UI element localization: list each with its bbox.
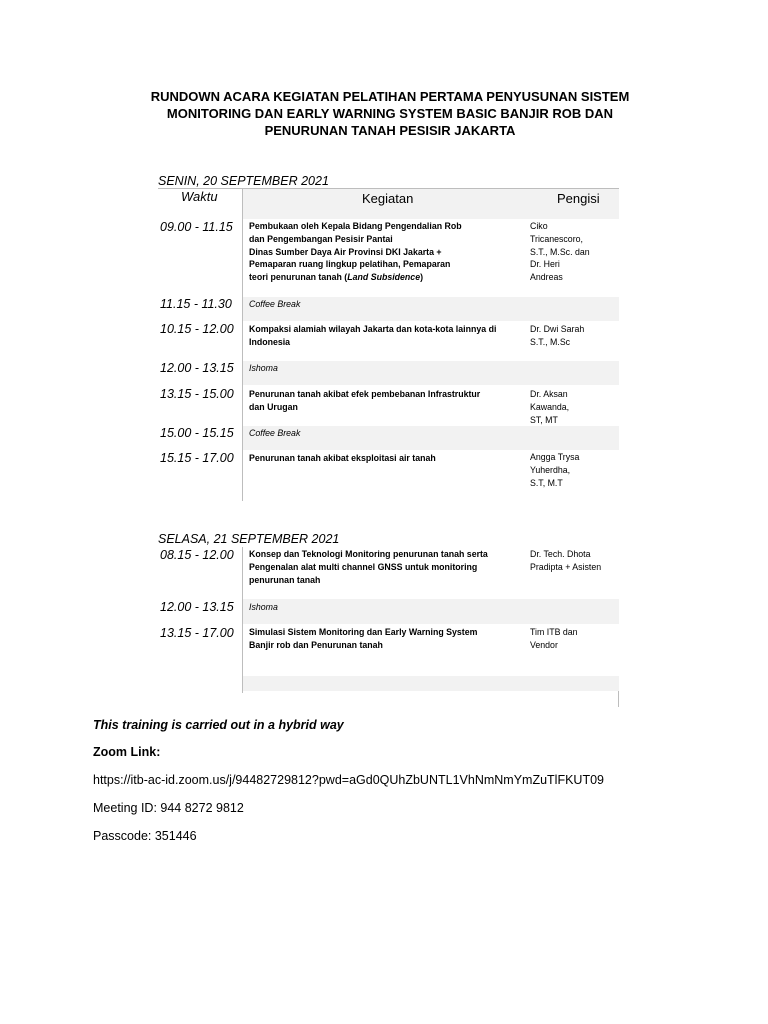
speaker-line: Dr. Dwi Sarah xyxy=(530,324,585,334)
zoom-link-label: Zoom Link: xyxy=(93,745,161,759)
activity-line: Pemaparan ruang lingkup pelatihan, Pemaparan xyxy=(249,259,451,270)
activity-line: Penurunan tanah akibat efek pembebanan Infrastruktur xyxy=(249,389,481,399)
activity-line: Pembukaan oleh Kepala Bidang Pengendalian Rob xyxy=(249,221,462,231)
session-time: 13.15 - 15.00 xyxy=(160,387,234,401)
speaker-line: Dr. Heri xyxy=(530,259,560,270)
column-header-kegiatan: Kegiatan xyxy=(362,191,414,206)
speaker-line: Tim ITB dan xyxy=(530,627,578,637)
session-time: 11.15 - 11.30 xyxy=(160,297,232,311)
session-activity xyxy=(249,323,529,349)
session-speaker xyxy=(530,451,618,489)
session-speaker xyxy=(530,548,618,574)
speaker-line: Dr. Tech. Dhota xyxy=(530,549,591,559)
activity-text: ) xyxy=(420,272,424,283)
session-activity xyxy=(249,601,529,614)
session-activity xyxy=(249,362,529,375)
session-time: 12.00 - 13.15 xyxy=(160,361,234,375)
row-band xyxy=(243,676,619,691)
session-speaker xyxy=(530,220,618,284)
title-line: PENURUNAN TANAH PESISIR JAKARTA xyxy=(264,123,516,138)
speaker-line: Yuherdha, xyxy=(530,464,571,475)
session-activity xyxy=(249,388,529,414)
activity-line: Banjir rob dan Penurunan tanah xyxy=(249,639,383,650)
activity-line: Ishoma xyxy=(249,363,278,373)
activity-line: dan Pengembangan Pesisir Pantai xyxy=(249,233,393,244)
speaker-line: Ciko xyxy=(530,221,548,231)
speaker-line: Vendor xyxy=(530,639,558,650)
activity-line: Konsep dan Teknologi Monitoring penurunan tanah serta xyxy=(249,549,488,559)
day-label-selasa: SELASA, 21 SEPTEMBER 2021 xyxy=(158,532,340,546)
table-divider xyxy=(242,547,243,693)
session-activity xyxy=(249,626,529,652)
speaker-line: S.T, M.T xyxy=(530,477,563,488)
activity-line: Simulasi Sistem Monitoring dan Early Warning System xyxy=(249,627,478,637)
activity-line: Pengenalan alat multi channel GNSS untuk monitoring xyxy=(249,561,478,572)
title-line: RUNDOWN ACARA KEGIATAN PELATIHAN PERTAMA PENYUSUNAN SISTEM xyxy=(150,89,630,104)
session-time: 09.00 - 11.15 xyxy=(160,220,233,234)
session-time: 15.00 - 15.15 xyxy=(160,426,234,440)
table-divider xyxy=(618,691,619,707)
passcode: Passcode: 351446 xyxy=(93,829,197,843)
activity-line: dan Urugan xyxy=(249,401,298,412)
zoom-link-url[interactable]: https://itb-ac-id.zoom.us/j/94482729812?pwd=aGd0QUhZbUNTL1VhNmNmYmZuTlFKUT09 xyxy=(93,773,604,787)
activity-line: Coffee Break xyxy=(249,428,301,438)
activity-line: Kompaksi alamiah wilayah Jakarta dan kota-kota lainnya di xyxy=(249,324,497,334)
activity-line xyxy=(249,271,529,284)
session-speaker xyxy=(530,388,618,426)
activity-line: Dinas Sumber Daya Air Provinsi DKI Jakarta + xyxy=(249,246,442,257)
speaker-line: Andreas xyxy=(530,272,563,283)
meeting-id: Meeting ID: 944 8272 9812 xyxy=(93,801,244,815)
activity-line: Ishoma xyxy=(249,602,278,612)
activity-line: Indonesia xyxy=(249,336,291,347)
session-activity xyxy=(249,452,529,465)
speaker-line: Angga Trysa xyxy=(530,452,580,462)
session-time: 13.15 - 17.00 xyxy=(160,626,234,640)
column-header-waktu: Waktu xyxy=(181,189,218,204)
speaker-line: S.T., M.Sc xyxy=(530,336,571,347)
table-top-rule xyxy=(158,188,619,189)
session-activity xyxy=(249,548,529,586)
speaker-line: Kawanda, xyxy=(530,401,570,412)
session-time: 08.15 - 12.00 xyxy=(160,548,234,562)
table-divider xyxy=(242,189,243,501)
activity-line: Coffee Break xyxy=(249,299,301,309)
session-activity xyxy=(249,220,529,284)
column-header-pengisi: Pengisi xyxy=(557,191,600,206)
day-label-senin: SENIN, 20 SEPTEMBER 2021 xyxy=(158,174,329,188)
activity-line: Penurunan tanah akibat eksploitasi air tanah xyxy=(249,453,436,463)
activity-line: penurunan tanah xyxy=(249,574,321,585)
speaker-line: ST, MT xyxy=(530,414,558,425)
session-activity xyxy=(249,298,529,311)
speaker-line: S.T., M.Sc. dan xyxy=(530,246,590,257)
session-activity xyxy=(249,427,529,440)
title-line: MONITORING DAN EARLY WARNING SYSTEM BASIC BANJIR ROB DAN xyxy=(166,106,614,121)
speaker-line: Dr. Aksan xyxy=(530,389,568,399)
session-speaker xyxy=(530,323,618,349)
speaker-line: Tricanescoro, xyxy=(530,233,583,244)
session-speaker xyxy=(530,626,618,652)
activity-text: teori penurunan tanah ( xyxy=(249,272,348,283)
speaker-line: Pradipta + Asisten xyxy=(530,561,602,572)
hybrid-note: This training is carried out in a hybrid way xyxy=(93,718,344,732)
document-title xyxy=(140,88,640,139)
session-time: 10.15 - 12.00 xyxy=(160,322,234,336)
session-time: 15.15 - 17.00 xyxy=(160,451,234,465)
activity-emphasis: Land Subsidence xyxy=(347,272,421,283)
session-time: 12.00 - 13.15 xyxy=(160,600,234,614)
